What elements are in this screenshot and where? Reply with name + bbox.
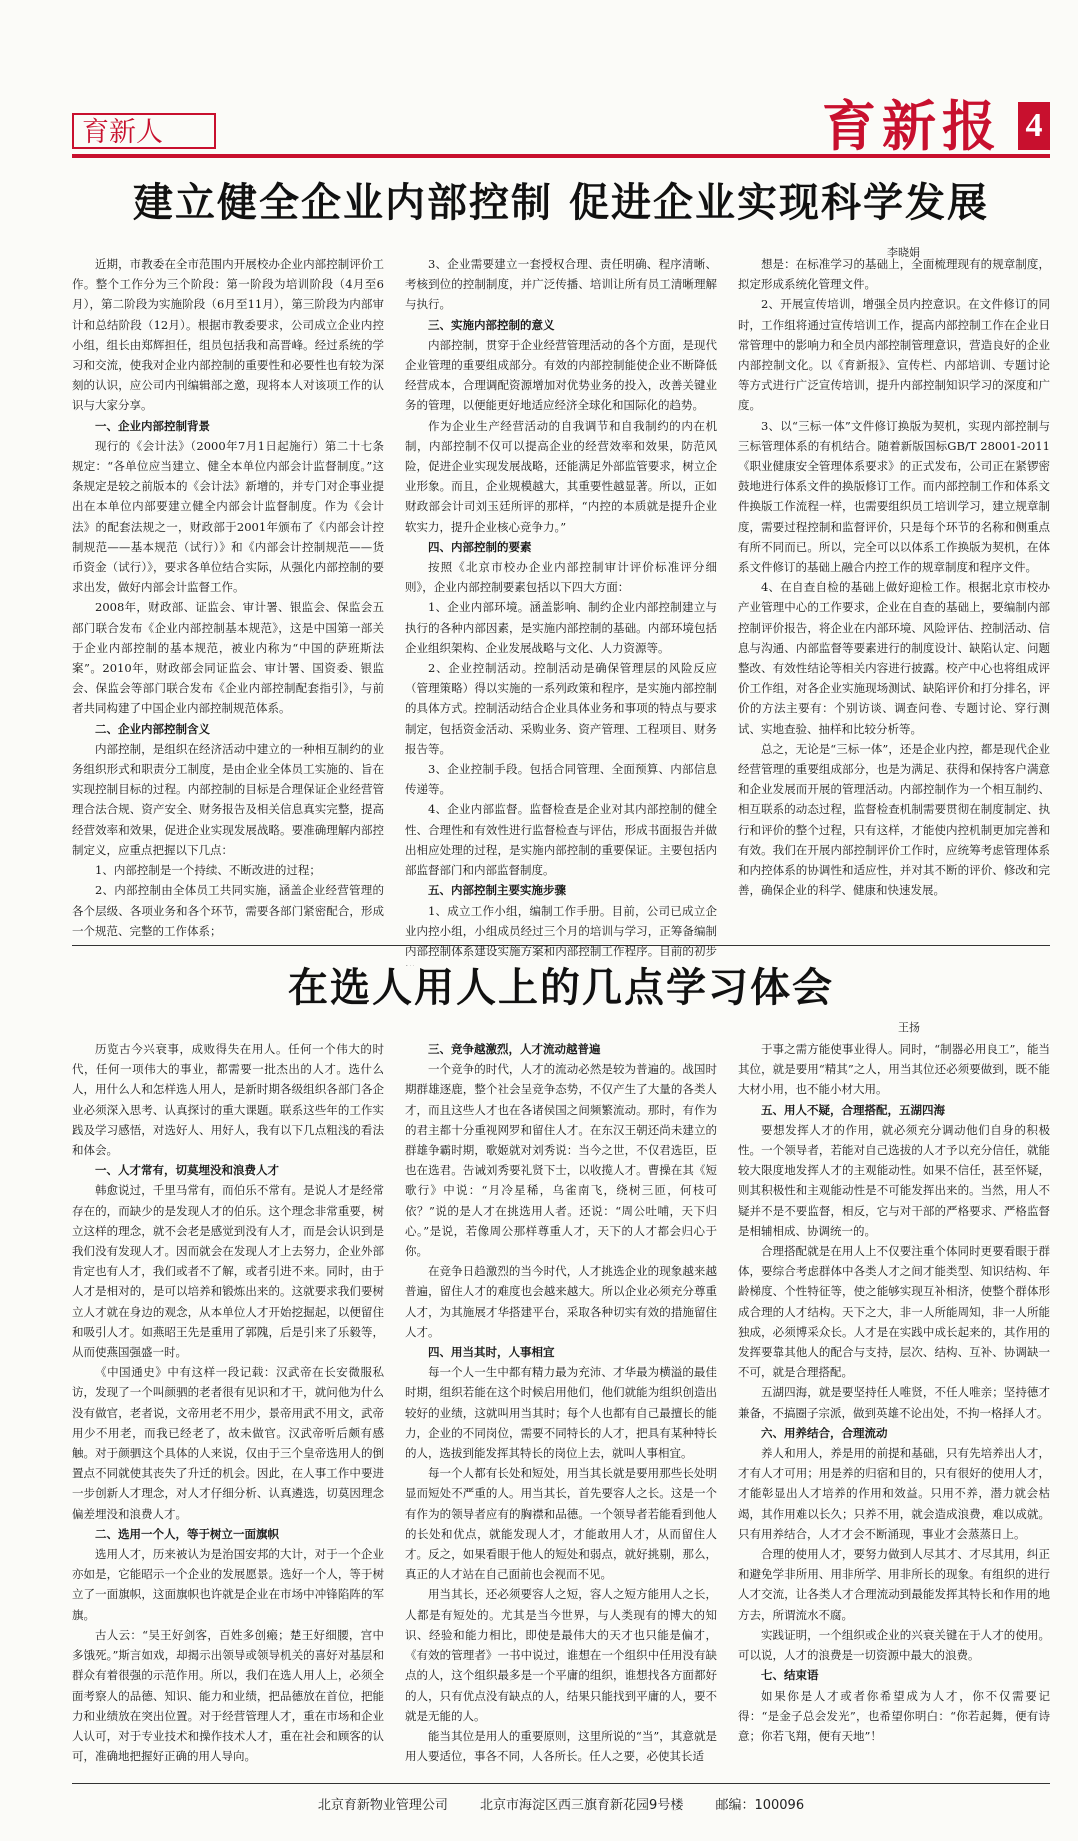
article-columns: [72, 1039, 1050, 1829]
section-label: 育新人: [72, 113, 216, 149]
article-title: 建立健全企业内部控制 促进企业实现科学发展: [133, 180, 989, 226]
footer-company: 北京育新物业管理公司: [317, 1798, 448, 1813]
page-footer: [72, 1783, 1050, 1813]
paragraph: 作为企业生产经营活动的自我调节和自我制约的内在机制，内部控制不仅可以提高企业的经营效率和效果，防范风险，促进企业实现发展战略，还能满足外部监管要求，树立企业形象。而且，企业规模越大，其重要性越显著。所以，正如财政部会计司刘玉廷所评的那样，“内控的本质就是提升企业软实力，提升企业核心竞争力。”: [405, 418, 717, 534]
footer-address: 北京市海淀区西三旗育新花园9号楼: [480, 1798, 684, 1813]
paragraph: 想是：在标准学习的基础上，全面梳理现有的规章制度，拟定形成系统化管理文件。: [738, 257, 1050, 292]
article-columns: [72, 254, 1050, 966]
paragraph: 1、企业内部环境。涵盖影响、制约企业内部控制建立与执行的各种内部因素，是实施内部控制的基础。内部环境包括企业组织架构、企业发展战略与文化、人力资源等。: [405, 600, 717, 655]
paragraph: 合理搭配就是在用人上不仅要注重个体同时更要看眼于群体，要综合考虑群体中各类人才之间才能类型、知识结构、年龄梯度、个性特征等，使之能够实现互补相济，使整个群体形成合理的人才结构。天下之大，非一人所能周知，非一人所能独成，必须博采众长。人才是在实践中成长起来的，其作用的发挥要靠其他人的配合与支持，层次、结构、互补、协调缺一不可，就是合理搭配。: [738, 1244, 1050, 1380]
paragraph: 2008年，财政部、证监会、审计署、银监会、保监会五部门联合发布《企业内部控制基本规范》，这是中国第一部关于企业内部控制的基本规范，被业内称为“中国的萨班斯法案”。2010年，财政部会同证监会、审计署、国资委、银监会、保监会等部门联合发布《企业内部控制配套指引》，与前者共同构建了中国企业内部控制规范体系。: [72, 600, 384, 716]
paragraph: 内部控制，贯穿于企业经营管理活动的各个方面，是现代企业管理的重要组成部分。有效的内部控制能使企业不断降低经营成本，合理调配资源增加对优势业务的投入，改善关键业务的管理，以便能更好地适应经济全球化和国际化的趋势。: [405, 337, 717, 413]
paragraph: 2、内部控制由全体员工共同实施，涵盖企业经营管理的各个层级、各项业务和各个环节，需要各部门紧密配合，形成一个规范、完整的工作体系；: [72, 883, 384, 938]
article-column: [72, 254, 384, 966]
article-column: [72, 1039, 384, 1829]
paragraph: 1、成立工作小组，编制工作手册。目前，公司已成立企业内控小组，小组成员经过三个月的培训与学习，正筹备编制内部控制体系建设实施方案和内部控制工作程序。目前的初步: [405, 903, 717, 958]
paragraph: 现行的《会计法》（2000年7月1日起施行）第二十七条规定：“各单位应当建立、健全本单位内部会计监督制度。”这条规定是较之前版本的《会计法》新增的，并专门对企事业提出在本单位内部要建立健全内部会计监督制度。作为《会计法》的配套法规之一，财政部于2001年颁布了《内部会计控制规范——基本规范（试行）》和《内部会计控制规范——货币资金（试行）》，要求各单位结合实际，从强化内部控制的要求出发，做好内部会计监督工作。: [72, 438, 384, 595]
paragraph: 2、企业控制活动。控制活动是确保管理层的风险反应（管理策略）得以实施的一系列政策和程序，是实施内部控制的具体方式。控制活动结合企业具体业务和事项的特点与要求制定，包括资金活动、采购业务、资产管理、工程项目、财务报告等。: [405, 661, 717, 756]
masthead: [72, 94, 1050, 158]
paragraph: 总之，无论是“三标一体”，还是企业内控，都是现代企业经营管理的重要组成部分，也是为满足、获得和保持客户满意和企业发展而开展的管理活动。内部控制作为一个相互制约、相互联系的动态过程，监督检查机制需要贯彻在制度制定、执行和评价的整个过程，只有这样，才能使内控机制更加完善和有效。我们在开展内部控制评价工作时，应统筹考虑管理体系和内控体系的协调性和适应性，并对其不断的评价、修改和完善，确保企业的科学、健康和快速发展。: [738, 741, 1050, 898]
paragraph: 一个竞争的时代，人才的流动必然是较为普遍的。战国时期群雄逐鹿，整个社会呈竞争态势，不仅产生了大量的各类人才，而且这些人才也在各诸侯国之间频繁流动。那时，有作为的君主都十分重视网罗和留住人才。在东汉王朝还尚未建立的群雄争霸时期，歌姬就对刘秀说：当今之世，不仅君选臣，臣也在选君。告诫刘秀要礼贤下士，以收揽人才。曹操在其《短歌行》中说：“月冷星稀，乌雀南飞，绕树三匝，何枝可依？”说的是人才在挑选用人者。还说：“周公吐哺，天下归心。”是说，若像周公那样尊重人才，天下的人才都会归心于你。: [405, 1062, 717, 1259]
article-column: [738, 254, 1050, 966]
article-author: 王扬: [898, 1021, 920, 1034]
section-heading: 一、人才常有，切莫埋没和浪费人才: [95, 1163, 279, 1178]
paragraph: 每一个人都有长处和短处，用当其长就是要用那些长处明显而短处不严重的人。用当其长，首先要容人之长。这是一个有作为的领导者应有的胸襟和品德。一个领导者若能看到他人的长处和优点，就能发现人才，才能敢用人才，从而留住人才。反之，如果看眼于他人的短处和弱点，就好挑剔，那么，真正的人才站在自己面前也会视而不见。: [405, 1466, 717, 1582]
section-heading: 五、内部控制主要实施步骤: [428, 883, 566, 898]
article-author: 李晓娟: [887, 246, 920, 259]
paragraph: 合理的使用人才，要努力做到人尽其才、才尽其用，纠正和避免学非所用、用非所学、用非所长的现象。有组织的进行人才交流，让各类人才合理流动到最能发挥其特长和作用的地方去，所谓流水不腐。: [738, 1547, 1050, 1622]
section-heading: 三、竞争越激烈，人才流动越普遍: [428, 1042, 601, 1056]
page-number: 4: [1018, 102, 1050, 150]
section-heading: 三、实施内部控制的意义: [428, 317, 555, 332]
article-column: [405, 254, 717, 966]
paragraph: 内部控制，是组织在经济活动中建立的一种相互制约的业务组织形式和职责分工制度，是由企业全体员工实施的、旨在实现控制目标的过程。内部控制的目标是合理保证企业经营管理合法合规、资产安全、财务报告及相关信息真实完整，提高经营效率和效果，促进企业实现发展战略。要准确理解内部控制定义，应重点把握以下几点：: [72, 741, 384, 857]
paragraph: 选用人才，历来被认为是治国安邦的大计，对于一个企业亦如是，它能昭示一个企业的发展愿景。选好一个人，等于树立了一面旗帜，这面旗帜也许就是企业在市场中冲锋陷阵的军旗。: [72, 1547, 384, 1622]
paragraph: 要想发挥人才的作用，就必须充分调动他们自身的积极性。一个领导者，若能对自己选拔的人才予以充分信任，就能较大限度地发挥人才的主观能动性。如果不信任，甚至怀疑，则其积极性和主观能动性是不可能发挥出来的。当然，用人不疑并不是不要监督，相反，它与对干部的严格要求、严格监督是相辅相成、协调统一的。: [738, 1122, 1050, 1238]
paragraph: 能当其位是用人的重要原则，这里所说的“当”，其意就是用人要适位，事各不同，人各所长。任人之要，必使其长适: [405, 1728, 717, 1764]
paragraph: 五湖四海，就是要坚持任人唯贤，不任人唯亲；坚持德才兼备，不搞圈子宗派，做到英雄不论出处，不拘一格择人才。: [738, 1385, 1050, 1420]
paragraph: 如果你是人才或者你希望成为人才，你不仅需要记得：“是金子总会发光”，也希望你明白：“你若起舞，便有诗意；你若飞翔，便有天地”！: [738, 1688, 1050, 1743]
paragraph: 3、以“三标一体”文件修订换版为契机，实现内部控制与三标管理体系的有机结合。随着新版国标GB/T 28001-2011《职业健康安全管理体系要求》的正式发布，公司正在紧锣密鼓地进行体系文件的换版修订工作。而内部控制工作和体系文件换版工作流程一样，也需要组织员工培训学习，建立规章制度，需要过程控制和监督评价，只是每个环节的名称和侧重点有所不同而已。所以，完全可以以体系工作换版为契机，在体系文件修订的基础上融合内控工作的规章制度和程序文件。: [738, 418, 1050, 575]
paragraph: 养人和用人，养是用的前提和基础，只有先培养出人才，才有人才可用；用是养的归宿和目的，只有很好的使用人才，才能彰显出人才培养的作用和效益。只用不养，潜力就会枯竭，其作用难以长久；只养不用，就会造成浪费，难以成就。只有用养结合，人才才会不断涌现，事业才会蒸蒸日上。: [738, 1446, 1050, 1541]
paragraph: 按照《北京市校办企业内部控制审计评价标准评分细则》，企业内部控制要素包括以下四大方面：: [405, 560, 717, 595]
paragraph: 于事之需方能使事业得人。同时，“制器必用良工”，能当其位，就是要用“精其”之人，用当其位还必须要做到，既不能大材小用，也不能小材大用。: [738, 1042, 1050, 1097]
section-heading: 四、内部控制的要素: [428, 539, 532, 554]
article-talent-selection: [72, 957, 1050, 1829]
article-internal-control: [72, 172, 1050, 966]
header-rule: [72, 154, 1050, 158]
paragraph: 在竞争日趋激烈的当今时代，人才挑选企业的现象越来越普遍，留住人才的难度也会越来越大。所以企业必须充分尊重人才，为其施展才华搭建平台，采取各种切实有效的措施留住人才。: [405, 1264, 717, 1339]
paragraph: 1、内部控制是一个持续、不断改进的过程；: [95, 863, 321, 878]
paragraph: 2、开展宣传培训，增强全员内控意识。在文件修订的同时，工作组将通过宣传培训工作，提高内部控制工作在企业日常管理中的影响力和全员内部控制管理意识，营造良好的企业内部控制文化。以《育新报》、宣传栏、内部培训、专题讨论等方式进行广泛宣传培训，提升内部控制知识学习的深度和广度。: [738, 297, 1050, 413]
article-divider: [72, 945, 1050, 946]
paragraph: 古人云：“吴王好剑客，百姓多创瘢；楚王好细腰，宫中多饿死。”斯言如戏，却揭示出领导或领导机关的喜好对基层和群众有着很强的示范作用。所以，我们在选人用人上，必须全面考察人的品德、知识、能力和业绩，把品德放在首位，把能力和业绩放在突出位置。对于经营管理人才，重在市场和企业人认可，对于专业技术和操作技术人才，重在社会和顾客的认可，准确地把握好正确的用人导向。: [72, 1627, 384, 1764]
paragraph: 4、企业内部监督。监督检查是企业对其内部控制的健全性、合理性和有效性进行监督检查与评估，形成书面报告并做出相应处理的过程，是实施内部控制的重要保证。主要包括内部监督部门和内部监督制度。: [405, 802, 717, 878]
newspaper-name: 育新报: [822, 94, 1002, 158]
article-column: [405, 1039, 717, 1829]
paragraph: 4、在自查自检的基础上做好迎检工作。根据北京市校办产业管理中心的工作要求，企业在自查的基础上，要编制内部控制评价报告，将企业在内部环境、风险评估、控制活动、信息与沟通、内部监督等要素进行的制度设计、缺陷认定、问题整改、有效性结论等相关内容进行披露。校产中心也将组成评价工作组，对各企业实施现场测试、缺陷评价和打分排名，评价的方法主要有：个别访谈、调查问卷、专题讨论、穿行测试、实地查验、抽样和比较分析等。: [738, 580, 1050, 736]
paragraph: 韩愈说过，千里马常有，而伯乐不常有。是说人才是经常存在的，而缺少的是发现人才的伯乐。这个理念非常重要，树立这样的理念，就不会老是感觉到没有人才，而是会认识到是我们没有发现人才。因而就会在发现人才上去努力，企业外部肯定也有人才，我们或者不了解，或者引进不来。同时，由于人才是相对的，是可以培养和锻炼出来的。这就要求我们要树立人才就在身边的观念，从本单位人才开始挖掘起，以便留住和吸引人才。如燕昭王先是重用了郭隗，后是引来了乐毅等，从而使燕国强盛一时。: [72, 1183, 384, 1360]
section-heading: 四、用当其时，人事相宜: [428, 1345, 555, 1360]
paragraph: 近期，市教委在全市范围内开展校办企业内部控制评价工作。整个工作分为三个阶段：第一阶段为培训阶段（4月至6月），第二阶段为实施阶段（6月至11月），第三阶段为内部审计和总结阶段（12月）。根据市教委要求，公司成立企业内控小组，组长由郑辉担任，组员包括我和高晋峰。经过系统的学习和交流，使我对企业内部控制的重要性和必要性也有较为深刻的认识，应公司内刊编辑部之邀，现将本人对该项工作的认识与大家分享。: [72, 257, 384, 413]
paragraph: 《中国通史》中有这样一段记载：汉武帝在长安微服私访，发现了一个叫颜驷的老者很有见识和才干，就问他为什么没有做官，老者说，文帝用老不用少，景帝用武不用文，武帝用少不用老，而我已经老了，故未做官。汉武帝听后颇有感触。对于颜驷这个具体的人来说，仅由于三个皇帝选用人的倒置点不同就使其丧失了升迁的机会。因此，在人事工作中要进一步创新人才理念，对人才仔细分析、认真遴选，切莫因理念偏差埋没和浪费人才。: [72, 1365, 384, 1521]
article-column: [738, 1039, 1050, 1829]
paragraph: 历览古今兴衰事，成败得失在用人。任何一个伟大的时代，任何一项伟大的事业，都需要一批杰出的人才。选什么人，用什么人和怎样选人用人，是新时期各级组织各部门各企业必须深入思考、认真探讨的重大课题。联系这些年的工作实践及学习感悟，对选好人、用好人，我有以下几点粗浅的看法和体会。: [72, 1042, 384, 1158]
section-heading: 五、用人不疑，合理搭配，五湖四海: [761, 1102, 945, 1117]
section-heading: 七、结束语: [761, 1668, 819, 1683]
paragraph: 用当其长，还必须要容人之短，容人之短方能用人之长，人都是有短处的。尤其是当今世界，与人类现有的博大的知识、经验和能力相比，即使是最伟大的天才也只能是偏才，《有效的管理者》一书中说过，谁想在一个组织中任用没有缺点的人，这个组织最多是一个平庸的组织，谁想找各方面都好的人，只有优点没有缺点的人，结果只能找到平庸的人，要不就是无能的人。: [405, 1587, 717, 1723]
section-heading: 二、选用一个人，等于树立一面旗帜: [95, 1526, 279, 1541]
footer-postcode: 邮编：100096: [715, 1798, 805, 1813]
section-heading: 二、企业内部控制含义: [95, 721, 210, 736]
section-heading: 一、企业内部控制背景: [95, 418, 210, 433]
paragraph: 实践证明，一个组织或企业的兴衰关键在于人才的使用。可以说，人才的浪费是一切资源中最大的浪费。: [738, 1627, 1050, 1663]
section-heading: 六、用养结合，合理流动: [761, 1425, 888, 1440]
article-title: 在选人用人上的几点学习体会: [288, 965, 834, 1011]
paragraph: 每一个人一生中都有精力最为充沛、才华最为横溢的最佳时期，组织若能在这个时候启用他们，他们就能为组织创造出较好的业绩，这就叫用当其时；每个人也都有自己最擅长的能力，企业的不同岗位，需要不同特长的人才，把具有某种特长的人，选拔到能发挥其特长的岗位上去，就叫人事相宜。: [405, 1365, 717, 1461]
paragraph: 3、企业控制手段。包括合同管理、全面预算、内部信息传递等。: [405, 762, 717, 797]
paragraph: 3、企业需要建立一套授权合理、责任明确、程序清晰、考核到位的控制制度，并广泛传播、培训让所有员工清晰理解与执行。: [405, 257, 717, 312]
